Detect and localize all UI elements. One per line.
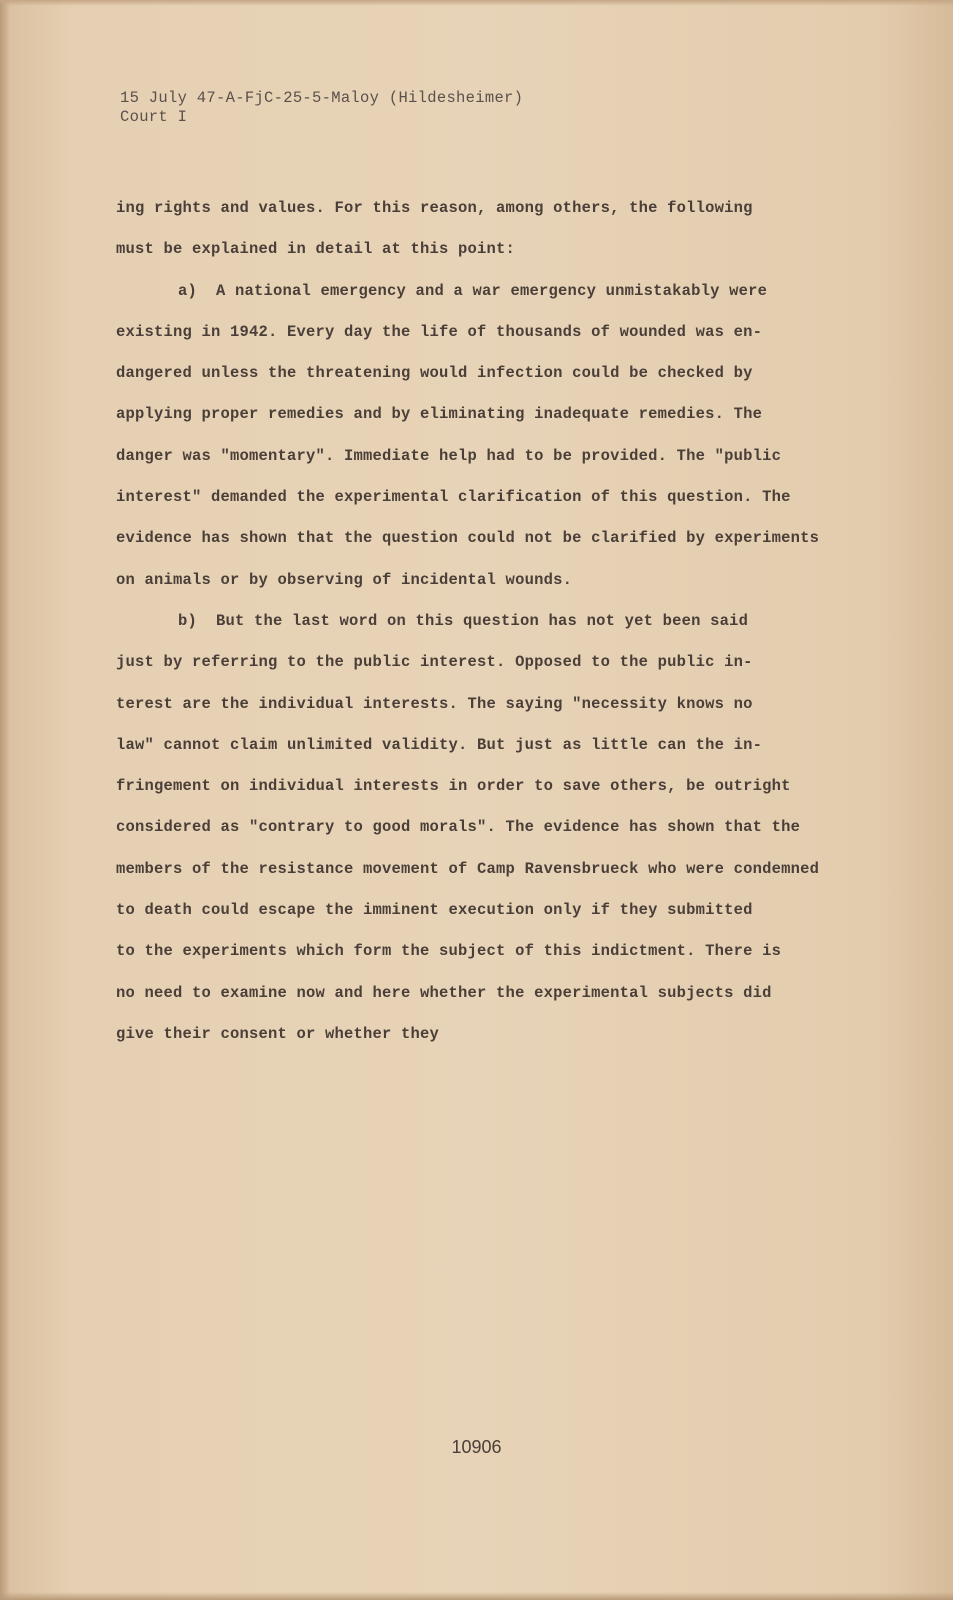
body-line: ing rights and values. For this reason, among others, the following bbox=[116, 199, 753, 217]
body-line: fringement on individual interests in order to save others, be outright bbox=[116, 777, 791, 796]
body-line-paragraph-b: b) But the last word on this question has not yet been said bbox=[178, 611, 749, 630]
document-header bbox=[120, 89, 523, 127]
body-line: danger was "momentary". Immediate help had to be provided. The "public bbox=[116, 446, 782, 465]
body-line: interest" demanded the experimental clarification of this question. The bbox=[116, 488, 791, 507]
body-line: to the experiments which form the subject of this indictment. There is bbox=[116, 942, 782, 961]
body-line: no need to examine now and here whether the experimental subjects did bbox=[116, 983, 772, 1002]
body-line: just by referring to the public interest. Opposed to the public in- bbox=[116, 653, 753, 672]
paper-edge-top bbox=[0, 0, 953, 6]
body-line: law" cannot claim unlimited validity. But just as little can the in- bbox=[116, 735, 763, 754]
page-number: 10906 bbox=[451, 1437, 502, 1457]
body-line: evidence has shown that the question could not be clarified by experiments bbox=[116, 529, 820, 548]
body-line: considered as "contrary to good morals". The evidence has shown that the bbox=[116, 818, 801, 837]
body-text bbox=[116, 188, 866, 1055]
body-line: give their consent or whether they bbox=[116, 1024, 440, 1043]
body-line: existing in 1942. Every day the life of thousands of wounded was en- bbox=[116, 322, 763, 341]
header-court-line: Court I bbox=[120, 108, 188, 126]
body-line: applying proper remedies and by eliminating inadequate remedies. The bbox=[116, 405, 763, 424]
paper-edge-bottom bbox=[0, 1592, 953, 1600]
paper-edge-left bbox=[0, 0, 10, 1600]
body-line-paragraph-a: a) A national emergency and a war emergency unmistakably were bbox=[178, 281, 768, 300]
body-line: terest are the individual interests. The saying "necessity knows no bbox=[116, 694, 753, 713]
body-line: on animals or by observing of incidental wounds. bbox=[116, 570, 573, 589]
body-line: must be explained in detail at this point: bbox=[116, 240, 516, 259]
header-reference-line: 15 July 47-A-FjC-25-5-Maloy (Hildesheimer) bbox=[120, 89, 524, 107]
body-line: members of the resistance movement of Camp Ravensbrueck who were condemned bbox=[116, 859, 820, 878]
body-line: dangered unless the threatening would infection could be checked by bbox=[116, 364, 753, 383]
body-line: to death could escape the imminent execution only if they submitted bbox=[116, 901, 753, 920]
